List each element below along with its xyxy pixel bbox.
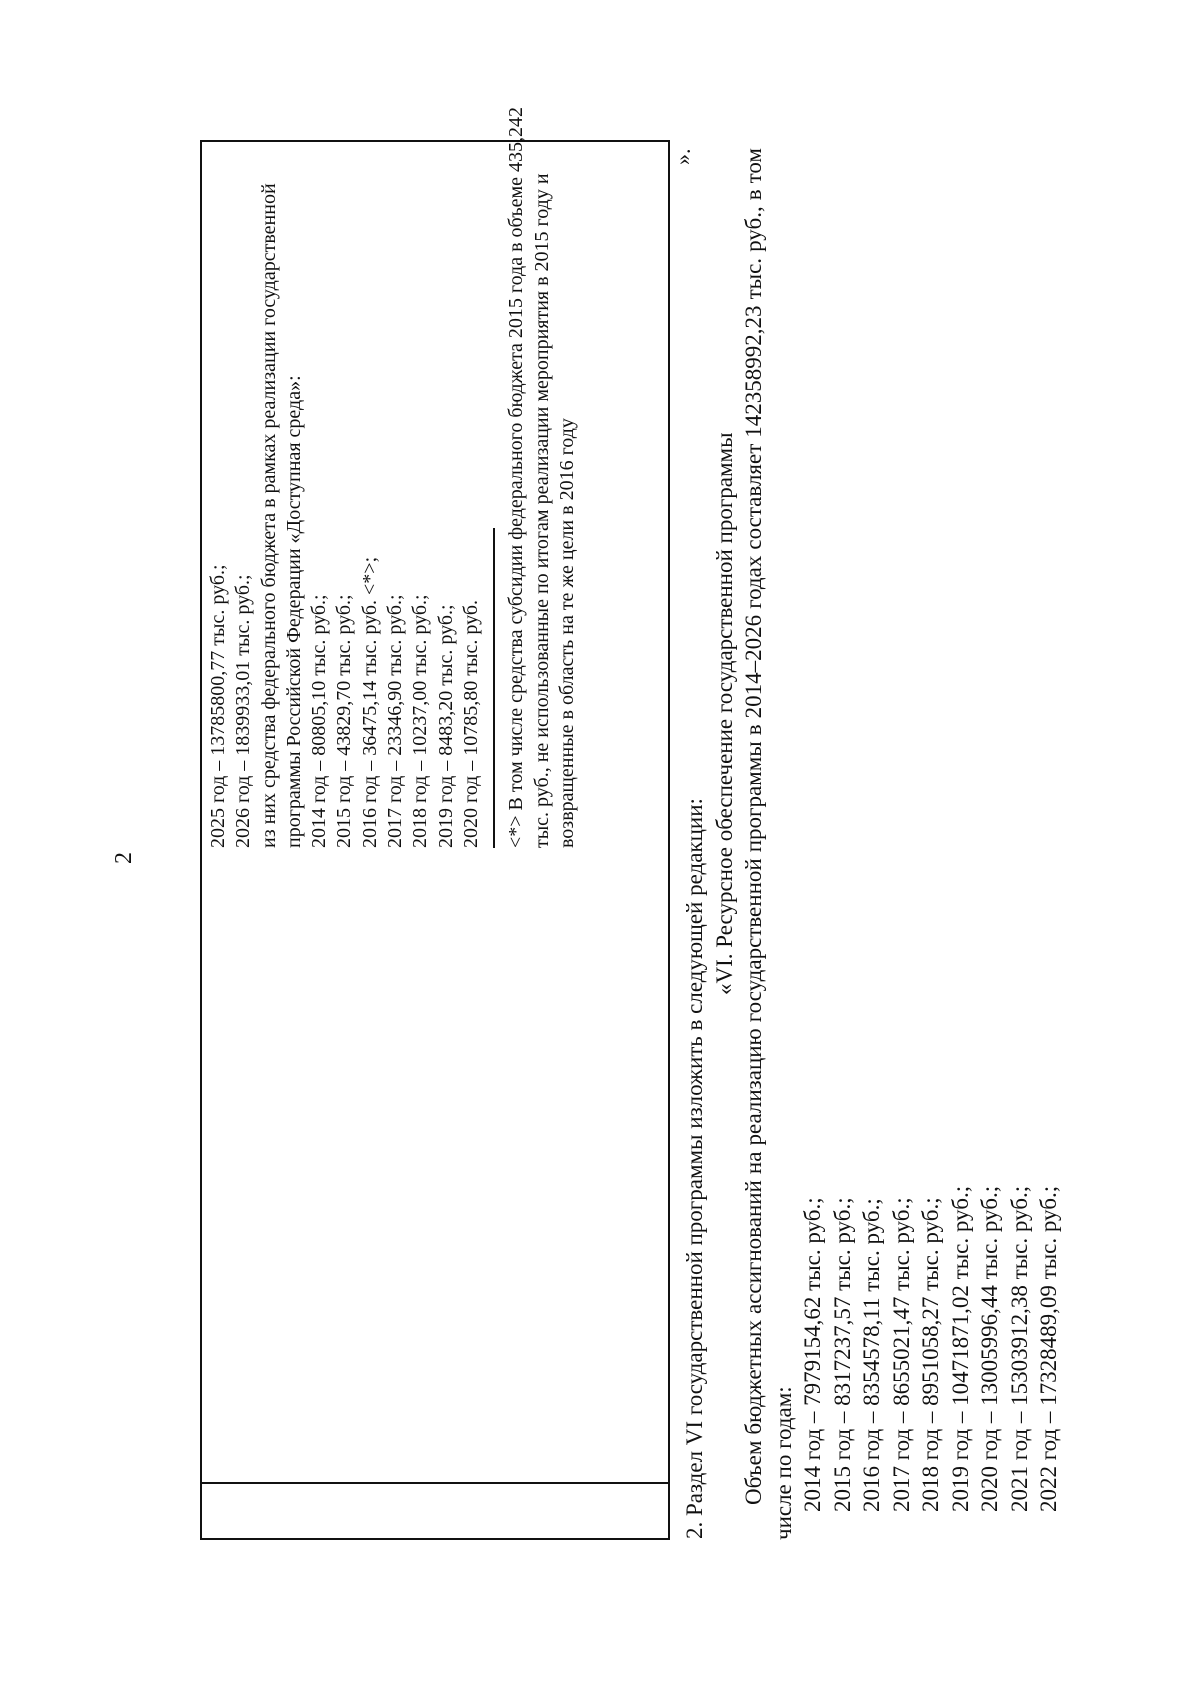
year-line: 2020 год – 13005996,44 тыс. руб.; bbox=[977, 1185, 1002, 1512]
federal-line: 2018 год – 10237,00 тыс. руб.; bbox=[409, 594, 432, 848]
year-line: 2016 год – 8354578,11 тыс. руб.; bbox=[859, 1198, 884, 1512]
federal-intro: из них средства федерального бюджета в рамках реализации государственной программы Российской Федерации «Доступная среда»: bbox=[257, 183, 305, 848]
page-number: 2 bbox=[111, 852, 137, 864]
year-line: 2015 год – 8317237,57 тыс. руб.; bbox=[829, 1197, 855, 1512]
financing-block bbox=[206, 96, 580, 848]
rotated-content bbox=[200, 107, 1061, 1540]
year-line: 2022 год – 17328489,09 тыс. руб.; bbox=[1036, 1185, 1061, 1512]
budget-total-text: Объем бюджетных ассигнований на реализацию государственной программы в 2014–2026 годах составляет 142358992,23 тыс. руб., в том числе по годам: bbox=[741, 148, 796, 1540]
year-line: 2019 год – 10471871,02 тыс. руб.; bbox=[947, 1185, 973, 1512]
federal-line: 2014 год – 80805,10 тыс. руб.; bbox=[308, 594, 331, 848]
section-title: «VI. Ресурсное обеспечение государственной программы bbox=[711, 432, 737, 995]
section-intro: 2. Раздел VI государственной программы изложить в следующей редакции: bbox=[682, 798, 707, 1539]
federal-line: 2017 год – 23346,90 тыс. руб.; bbox=[384, 594, 407, 848]
federal-line: 2015 год – 43829,70 тыс. руб.; bbox=[333, 594, 356, 848]
section-vi bbox=[680, 140, 1064, 1540]
footnote-divider bbox=[493, 528, 495, 848]
year-line: 2014 год – 7979154,62 тыс. руб.; bbox=[800, 1197, 825, 1512]
year-line: 2018 год – 8951058,27 тыс. руб.; bbox=[918, 1197, 943, 1512]
table-cell-label bbox=[202, 1482, 668, 1538]
financing-line: 2026 год – 1839933,01 тыс. руб.; bbox=[232, 574, 255, 848]
year-line: 2017 год – 8655021,47 тыс. руб.; bbox=[888, 1197, 914, 1512]
table-cell-content bbox=[202, 107, 668, 1480]
year-line: 2021 год – 15303912,38 тыс. руб.; bbox=[1006, 1185, 1032, 1512]
federal-line: 2019 год – 8483,20 тыс. руб.; bbox=[434, 604, 457, 848]
year-list bbox=[798, 140, 1064, 1540]
footnote: <*> В том числе средства субсидии федерального бюджета 2015 года в объеме 435,242 тыс. руб., не использованные по итогам реализации мероприятия в 2015 году и возвращенные в область на те же цели в 2016 году bbox=[505, 107, 578, 848]
closing-quote: ». bbox=[670, 148, 695, 165]
federal-line: 2016 год – 36475,14 тыс. руб. <*>; bbox=[358, 556, 381, 848]
financing-line: 2025 год – 13785800,77 тыс. руб.; bbox=[207, 564, 229, 848]
program-table bbox=[200, 107, 670, 1540]
federal-line: 2020 год – 10785,80 тыс. руб. bbox=[459, 599, 482, 848]
